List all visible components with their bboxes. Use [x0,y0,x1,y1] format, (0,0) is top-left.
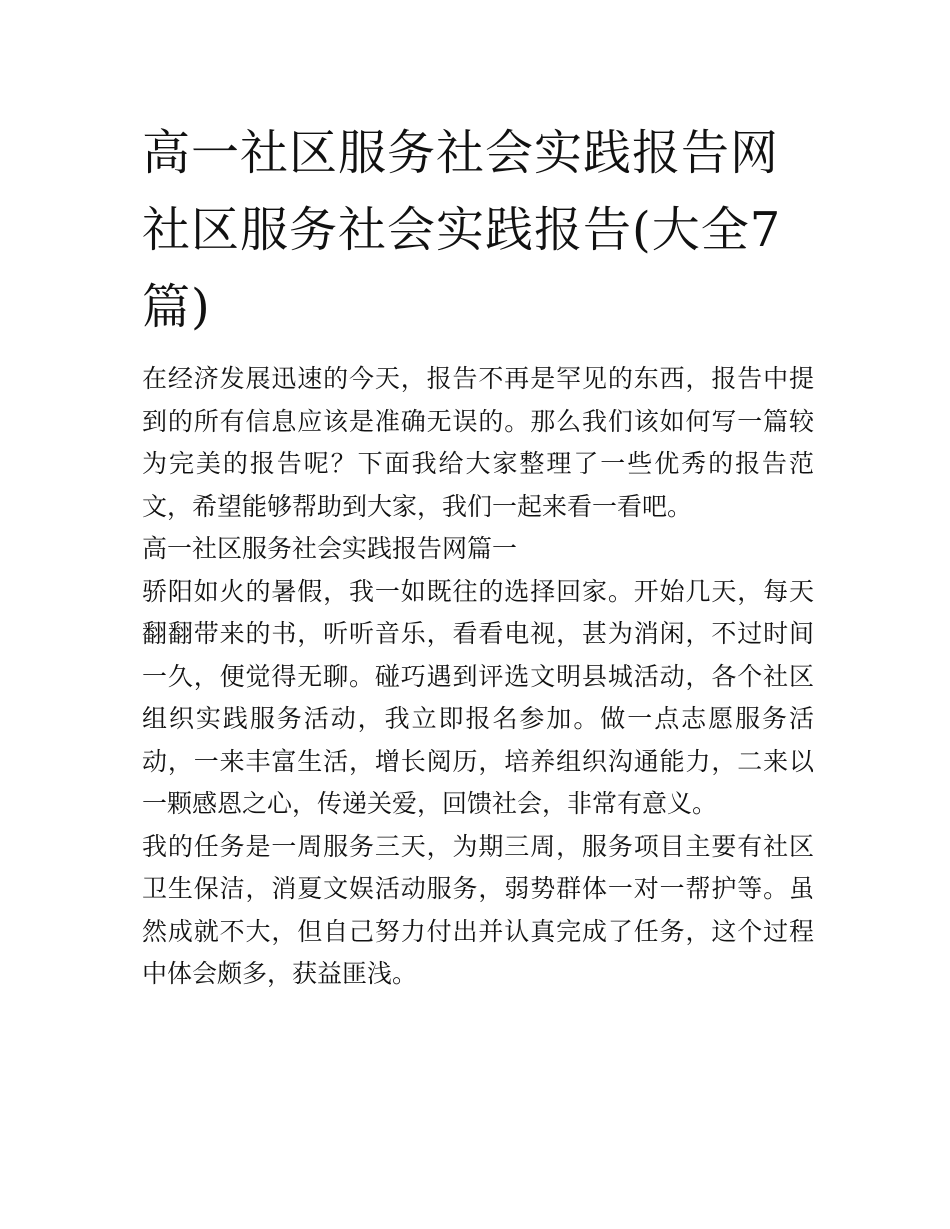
body-paragraph-2: 我的任务是一周服务三天，为期三周，服务项目主要有社区卫生保洁，消夏文娱活动服务，弱势群体一对一帮护等。虽然成就不大，但自己努力付出并认真完成了任务，这个过程中体会颇多，获益匪浅。 [142,831,814,988]
document-page [142,115,814,996]
section-heading: 高一社区服务社会实践报告网篇一 [142,534,518,563]
body-paragraph-1: 骄阳如火的暑假，我一如既往的选择回家。开始几天，每天翻翻带来的书，听听音乐，看看电视，甚为消闲，不过时间一久，便觉得无聊。碰巧遇到评选文明县城活动，各个社区组织实践服务活动，我立即报名参加。做一点志愿服务活动，一来丰富生活，增长阅历，培养组织沟通能力，二来以一颗感恩之心，传递关爱，回馈社会，非常有意义。 [142,576,814,818]
document-title: 高一社区服务社会实践报告网社区服务社会实践报告(大全7篇) [142,125,782,335]
intro-paragraph: 在经济发展迅速的今天，报告不再是罕见的东西，报告中提到的所有信息应该是准确无误的。那么我们该如何写一篇较为完美的报告呢？下面我给大家整理了一些优秀的报告范文，希望能够帮助到大家，我们一起来看一看吧。 [142,364,814,521]
